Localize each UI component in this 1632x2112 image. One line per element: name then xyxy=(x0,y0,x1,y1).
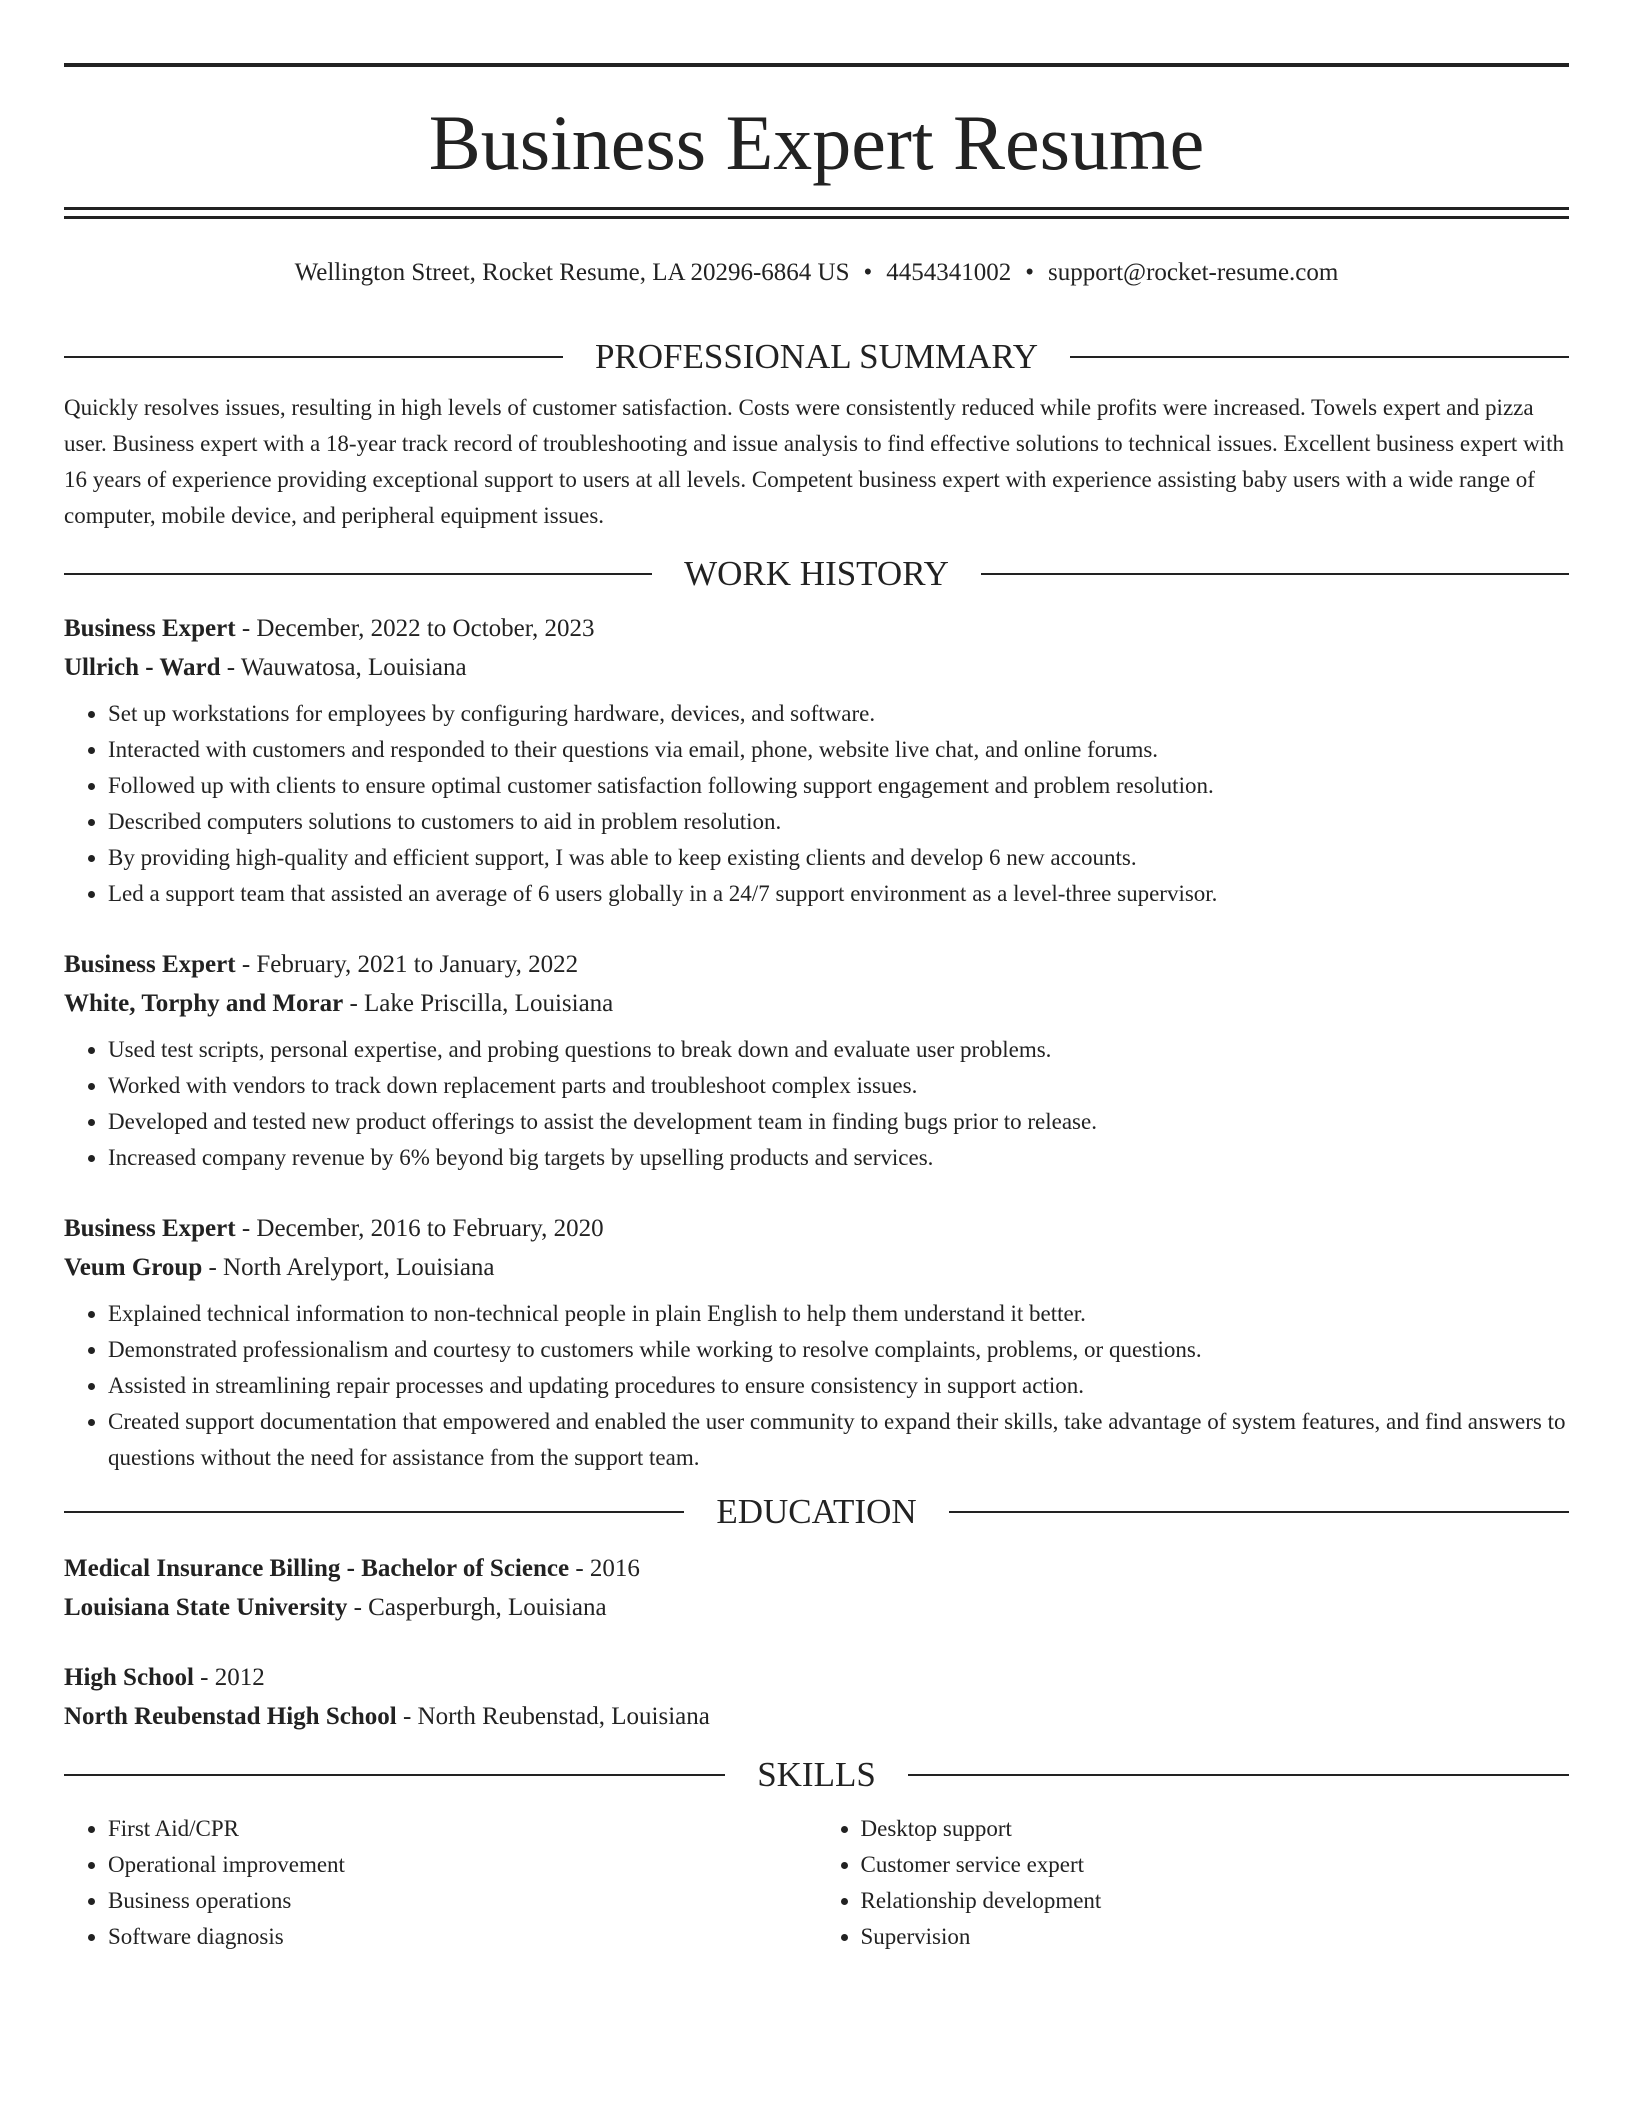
heading-rule-left xyxy=(64,573,652,575)
list-item: • Increased company revenue by 6% beyond big targets by upselling products and services. xyxy=(108,1140,1569,1176)
list-item: • Business operations xyxy=(108,1883,817,1919)
list-item: • Explained technical information to non-technical people in plain English to help them understand it better. xyxy=(108,1296,1569,1332)
job-entry xyxy=(64,1209,1569,1476)
list-item: • Developed and tested new product offerings to assist the development team in finding bugs prior to release. xyxy=(108,1104,1569,1140)
school-location: - Casperburgh, Louisiana xyxy=(347,1594,607,1621)
job-bullets xyxy=(64,1296,1569,1476)
top-rule xyxy=(64,63,1569,67)
skills-list xyxy=(64,1811,1569,1955)
summary-heading-label: PROFESSIONAL SUMMARY xyxy=(594,337,1039,376)
skills-column-right xyxy=(817,1811,1570,1955)
list-item: • Created support documentation that empowered and enabled the user community to expand their skills, take advantage of system features, and find answers to questions without the need for assistance from the support team. xyxy=(108,1404,1569,1476)
list-item: • Operational improvement xyxy=(108,1847,817,1883)
school: North Reubenstad High School xyxy=(64,1703,397,1730)
skills-heading-label: SKILLS xyxy=(757,1755,876,1794)
heading-rule-left xyxy=(64,1774,725,1776)
degree: High School xyxy=(64,1664,194,1691)
school-line xyxy=(64,1588,1569,1627)
list-item: • Assisted in streamlining repair processes and updating procedures to ensure consistency in support action. xyxy=(108,1368,1569,1404)
education-heading-label: EDUCATION xyxy=(716,1492,917,1531)
job-dates: - December, 2016 to February, 2020 xyxy=(235,1215,604,1242)
contact-address: Wellington Street, Rocket Resume, LA 20296-6864 US xyxy=(294,259,850,286)
work-heading-label: WORK HISTORY xyxy=(684,554,949,593)
degree-line xyxy=(64,1549,1569,1588)
degree: Medical Insurance Billing - Bachelor of Science xyxy=(64,1555,570,1582)
list-item: • By providing high-quality and efficient support, I was able to keep existing clients and develop 6 new accounts. xyxy=(108,840,1569,876)
list-item: • Software diagnosis xyxy=(108,1919,817,1955)
education-entry xyxy=(64,1658,1569,1736)
job-bullets xyxy=(64,1032,1569,1176)
contact-email: support@rocket-resume.com xyxy=(1048,259,1339,286)
job-title-line xyxy=(64,609,1569,648)
list-item: • Demonstrated professionalism and courtesy to customers while working to resolve complaints, problems, or questions. xyxy=(108,1332,1569,1368)
job-entry xyxy=(64,945,1569,1176)
list-item: • Desktop support xyxy=(861,1811,1570,1847)
list-item: • Customer service expert xyxy=(861,1847,1570,1883)
job-location: - North Arelyport, Louisiana xyxy=(202,1254,495,1281)
job-title-line xyxy=(64,1209,1569,1248)
contact-phone: 4454341002 xyxy=(886,259,1012,286)
summary-text: Quickly resolves issues, resulting in high levels of customer satisfaction. Costs were consistently reduced while profits were increased. Towels expert and pizza user. Business expert with a 18-year track record of troubleshooting and issue analysis to find effective solutions to technical issues. Excellent business expert with 16 years of experience providing exceptional support to users at all levels. Competent business expert with experience assisting baby users with a wide range of computer, mobile device, and peripheral equipment issues. xyxy=(64,395,1564,528)
job-company: White, Torphy and Morar xyxy=(64,990,344,1017)
job-entry xyxy=(64,609,1569,912)
job-dates: - December, 2022 to October, 2023 xyxy=(235,615,595,642)
heading-rule-left xyxy=(64,356,563,358)
resume-page xyxy=(64,0,1569,1955)
list-item: • Interacted with customers and responded to their questions via email, phone, website live chat, and online forums. xyxy=(108,732,1569,768)
list-item: • Described computers solutions to customers to aid in problem resolution. xyxy=(108,804,1569,840)
page-title: Business Expert Resume xyxy=(428,99,1205,186)
education-heading xyxy=(64,1490,1569,1534)
school-line xyxy=(64,1697,1569,1736)
list-item: • Followed up with clients to ensure optimal customer satisfaction following support engagement and problem resolution. xyxy=(108,768,1569,804)
work-heading xyxy=(64,552,1569,596)
school: Louisiana State University xyxy=(64,1594,348,1621)
heading-rule-right xyxy=(1070,356,1569,358)
job-company: Ullrich - Ward xyxy=(64,654,221,681)
job-company-line xyxy=(64,984,1569,1023)
degree-line xyxy=(64,1658,1569,1697)
job-company-line xyxy=(64,648,1569,687)
heading-rule-right xyxy=(908,1774,1569,1776)
title-double-rule xyxy=(64,207,1569,219)
skills-column-left xyxy=(64,1811,817,1955)
degree-year: - 2012 xyxy=(193,1664,265,1691)
list-item: • First Aid/CPR xyxy=(108,1811,817,1847)
heading-rule-right xyxy=(949,1511,1569,1513)
summary-heading xyxy=(64,335,1569,379)
list-item: • Used test scripts, personal expertise, and probing questions to break down and evaluate user problems. xyxy=(108,1032,1569,1068)
list-item: • Set up workstations for employees by configuring hardware, devices, and software. xyxy=(108,696,1569,732)
list-item: • Worked with vendors to track down replacement parts and troubleshoot complex issues. xyxy=(108,1068,1569,1104)
heading-rule-left xyxy=(64,1511,684,1513)
job-title-line xyxy=(64,945,1569,984)
job-title: Business Expert xyxy=(64,615,236,642)
list-item: • Led a support team that assisted an average of 6 users globally in a 24/7 support environment as a level-three supervisor. xyxy=(108,876,1569,912)
job-company: Veum Group xyxy=(64,1254,203,1281)
contact-separator: • xyxy=(1025,259,1035,286)
contact-line xyxy=(64,253,1569,293)
heading-rule-right xyxy=(981,573,1569,575)
job-title: Business Expert xyxy=(64,1215,236,1242)
degree-year: - 2016 xyxy=(569,1555,640,1582)
job-location: - Lake Priscilla, Louisiana xyxy=(343,990,614,1017)
list-item: • Supervision xyxy=(861,1919,1570,1955)
job-dates: - February, 2021 to January, 2022 xyxy=(235,951,579,978)
job-location: - Wauwatosa, Louisiana xyxy=(220,654,467,681)
job-company-line xyxy=(64,1248,1569,1287)
job-title: Business Expert xyxy=(64,951,236,978)
job-bullets xyxy=(64,696,1569,912)
school-location: - North Reubenstad, Louisiana xyxy=(396,1703,710,1730)
contact-separator: • xyxy=(863,259,873,286)
skills-heading xyxy=(64,1753,1569,1797)
list-item: • Relationship development xyxy=(861,1883,1570,1919)
education-entry xyxy=(64,1549,1569,1627)
